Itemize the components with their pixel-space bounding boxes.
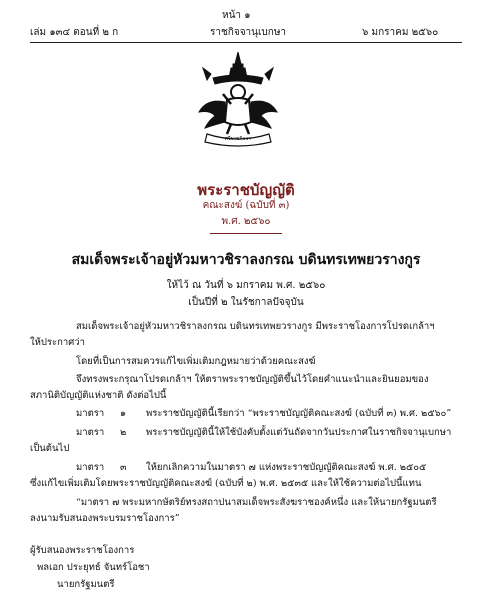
header-divider <box>30 42 462 43</box>
emblem-ribbon-text: ศรีราชกิจจา <box>224 136 252 142</box>
recital: โดยที่เป็นการสมควรแก้ไขเพิ่มเติมกฎหมายว่าด้วยคณะสงฆ์ <box>76 356 316 367</box>
section-1-number: ๑ <box>120 408 127 419</box>
section-2-number: ๒ <box>120 427 127 438</box>
section-3-number: ๓ <box>120 462 127 473</box>
act-name: คณะสงฆ์ (ฉบับที่ ๓) <box>202 200 290 211</box>
king-name: สมเด็จพระเจ้าอยู่หัวมหาวชิราลงกรณ บดินทรเทพยวรางกูร <box>71 252 421 268</box>
section-3-label: มาตรา <box>76 462 105 473</box>
section-3-text: ให้ยกเลิกความในมาตรา ๗ แห่งพระราชบัญญัติคณะสงฆ์ พ.ศ. ๒๕๐๕ <box>146 462 427 473</box>
volume-issue: เล่ม ๑๓๔ ตอนที่ ๒ ก <box>30 27 119 38</box>
section-2-text: พระราชบัญญัตินี้ให้ใช้บังคับตั้งแต่วันถัดจากวันประกาศในราชกิจจานุเบกษา <box>146 427 452 438</box>
section-2-text-cont: เป็นต้นไป <box>30 443 70 454</box>
quoted-section-line-1: “มาตรา ๗ พระมหากษัตริย์ทรงสถาปนาสมเด็จพระสังฆราชองค์หนึ่ง และให้นายกรัฐมนตรี <box>76 497 437 508</box>
countersign-title: นายกรัฐมนตรี <box>57 579 115 590</box>
garuda-emblem <box>193 50 283 150</box>
gazette-name: ราชกิจจานุเบกษา <box>210 27 287 38</box>
act-year: พ.ศ. ๒๕๖๐ <box>221 216 271 227</box>
reign-year: เป็นปีที่ ๒ ในรัชกาลปัจจุบัน <box>188 297 304 308</box>
countersign-name: พลเอก ประยุทธ์ จันทร์โอชา <box>37 562 150 573</box>
quoted-section-line-2: ลงนามรับสนองพระบรมราชโองการ” <box>30 513 180 524</box>
preamble-line-2: ให้ประกาศว่า <box>30 337 85 348</box>
publish-date: ๖ มกราคม ๒๕๖๐ <box>362 27 439 38</box>
section-1-text: พระราชบัญญัตินี้เรียกว่า “พระราชบัญญัติคณะสงฆ์ (ฉบับที่ ๓) พ.ศ. ๒๕๖๐” <box>146 408 452 419</box>
enacting-line-1: จึงทรงพระกรุณาโปรดเกล้าฯ ให้ตราพระราชบัญญัติขึ้นไว้โดยคำแนะนำและยินยอมของ <box>76 374 429 385</box>
section-3-text-cont: ซึ่งแก้ไขเพิ่มเติมโดยพระราชบัญญัติคณะสงฆ์ (ฉบับที่ ๒) พ.ศ. ๒๕๓๕ และให้ใช้ความต่อไปนี้แทน <box>30 478 422 489</box>
page-number: หน้า ๑ <box>222 10 251 21</box>
section-1-label: มาตรา <box>76 408 105 419</box>
given-date: ให้ไว้ ณ วันที่ ๖ มกราคม พ.ศ. ๒๕๖๐ <box>166 280 326 291</box>
countersign-role: ผู้รับสนองพระราชโองการ <box>30 545 135 556</box>
section-2-label: มาตรา <box>76 427 105 438</box>
title-divider <box>210 233 282 234</box>
act-title: พระราชบัญญัติ <box>197 181 295 199</box>
enacting-line-2: สภานิติบัญญัติแห่งชาติ ดังต่อไปนี้ <box>30 390 167 401</box>
preamble-line-1: สมเด็จพระเจ้าอยู่หัวมหาวชิราลงกรณ บดินทรเทพยวรางกูร มีพระราชโองการโปรดเกล้าฯ <box>76 321 435 332</box>
garuda-icon <box>193 50 283 150</box>
